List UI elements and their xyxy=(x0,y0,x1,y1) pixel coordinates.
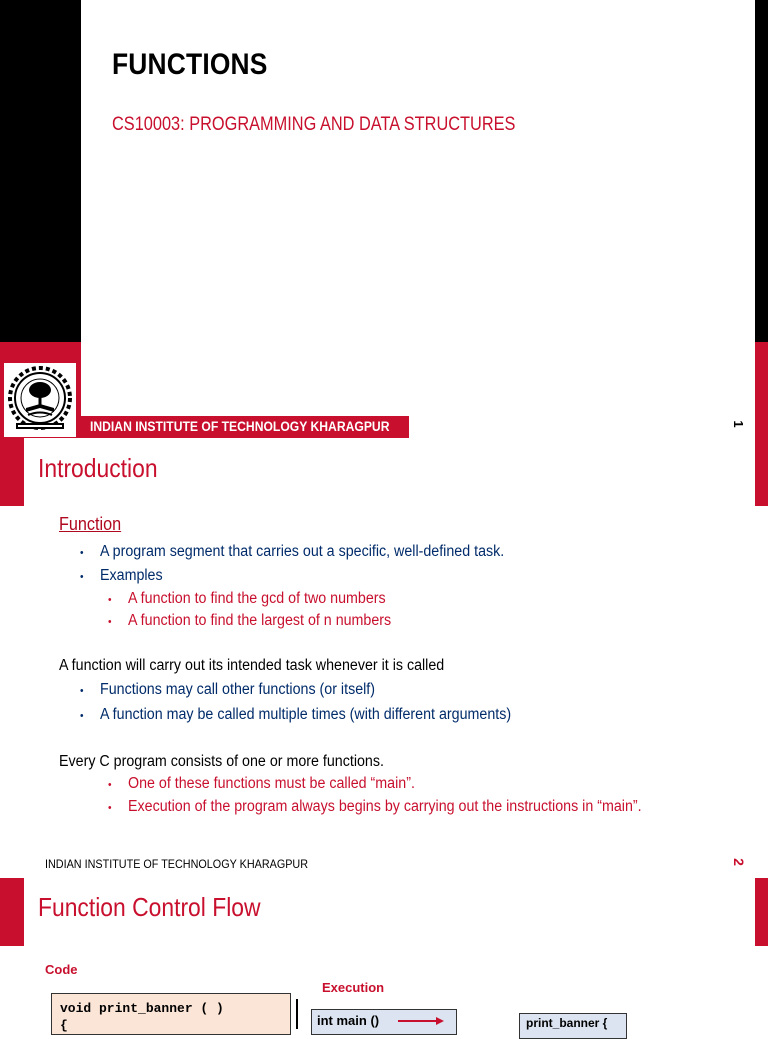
bullet-text: One of these functions must be called “main”. xyxy=(128,775,415,792)
slide1-institute-banner xyxy=(81,416,409,438)
execution-banner-box xyxy=(519,1013,627,1039)
slide2-statement-2: Every C program consists of one or more functions. xyxy=(59,753,384,770)
code-box xyxy=(51,993,291,1035)
slide2-footer: INDIAN INSTITUTE OF TECHNOLOGY KHARAGPUR xyxy=(45,857,309,871)
code-label: Code xyxy=(45,962,78,977)
bullet-text: Execution of the program always begins by carrying out the instructions in “main”. xyxy=(128,798,642,815)
code-line: void print_banner ( ) xyxy=(60,1001,224,1016)
slide1-institute-name: INDIAN INSTITUTE OF TECHNOLOGY KHARAGPUR xyxy=(90,419,390,434)
slide2-title: Introduction xyxy=(38,453,158,483)
slide1-page-number: 1 xyxy=(731,420,746,428)
slide2-page-number: 2 xyxy=(731,858,747,866)
execution-main-label: int main () xyxy=(317,1013,380,1028)
slide1-right-border xyxy=(755,0,768,342)
bullet-marker: • xyxy=(108,802,112,814)
slide2-right-accent xyxy=(755,438,768,506)
execution-main-box xyxy=(311,1009,457,1035)
slide2-left-accent xyxy=(0,438,24,506)
execution-banner-label: print_banner { xyxy=(526,1016,608,1030)
bullet-marker: • xyxy=(80,547,84,559)
bullet-marker: • xyxy=(80,710,84,722)
bullet-marker: • xyxy=(80,571,84,583)
call-arrow-icon xyxy=(396,1015,446,1027)
bullet-text: A function to find the gcd of two numbers xyxy=(128,590,386,607)
bullet-text: Functions may call other functions (or itself) xyxy=(100,681,376,698)
slide3-left-accent xyxy=(0,878,24,946)
slide3-title: Function Control Flow xyxy=(38,892,261,922)
slide2-statement-1: A function will carry out its intended task whenever it is called xyxy=(59,657,445,674)
slide3-right-accent xyxy=(755,878,768,946)
bullet-text: Examples xyxy=(100,567,163,584)
bullet-text: A program segment that carries out a specific, well-defined task. xyxy=(100,543,505,560)
bullet-text: A function may be called multiple times (with different arguments) xyxy=(100,706,512,723)
code-line: { xyxy=(60,1018,68,1033)
bullet-marker: • xyxy=(108,594,112,606)
slide1-left-border xyxy=(0,0,81,342)
code-execution-divider xyxy=(296,999,298,1029)
slide1-footer-right-band xyxy=(755,342,768,438)
bullet-text: A function to find the largest of n numbers xyxy=(128,612,392,629)
execution-label: Execution xyxy=(322,980,385,995)
bullet-marker: • xyxy=(80,685,84,697)
bullet-marker: • xyxy=(108,616,112,628)
slide1-title: FUNCTIONS xyxy=(112,48,268,81)
slide1-subtitle: CS10003: PROGRAMMING AND DATA STRUCTURES xyxy=(112,114,516,135)
iit-kharagpur-emblem-icon xyxy=(4,363,76,437)
slide2-subheading: Function xyxy=(59,514,122,534)
bullet-marker: • xyxy=(108,779,112,791)
